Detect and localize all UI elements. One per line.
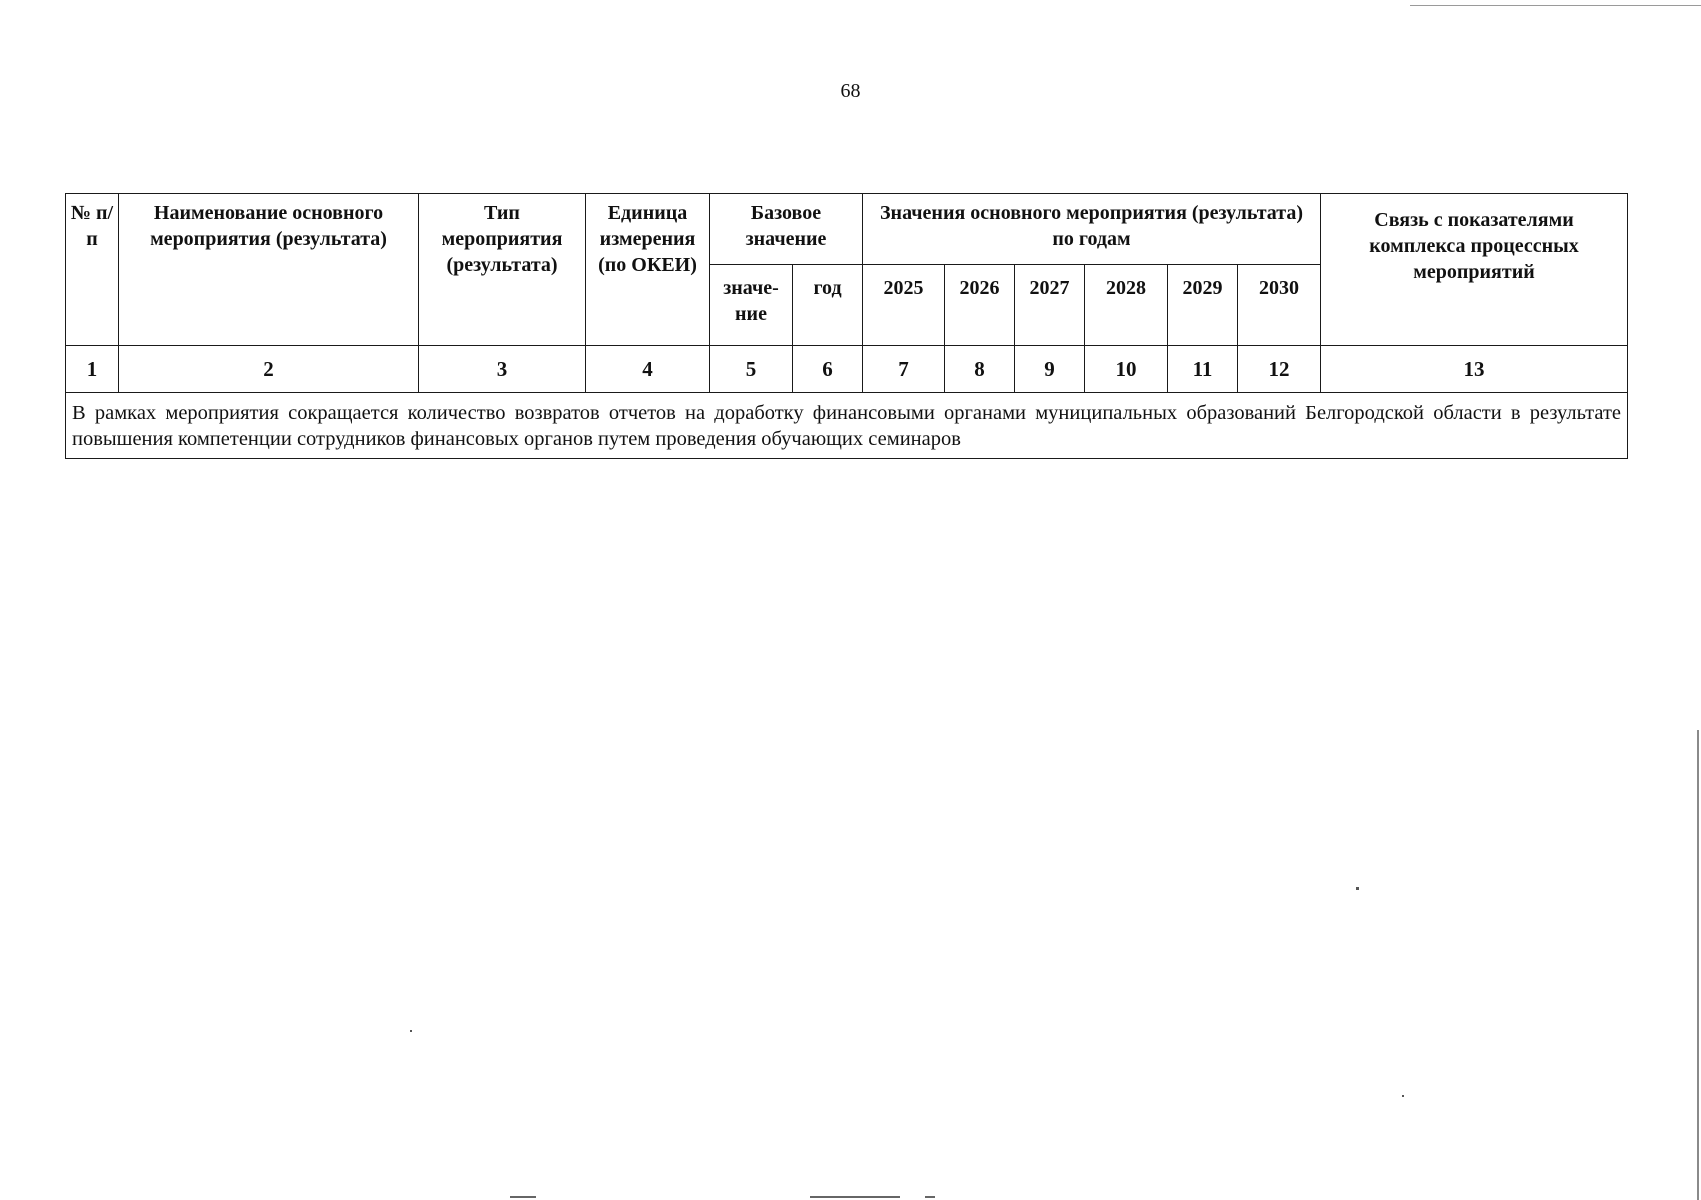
column-number: 10 xyxy=(1085,346,1168,393)
column-number: 13 xyxy=(1321,346,1628,393)
description-text: В рамках мероприятия сокращается количество возвратов отчетов на доработку финансовыми органами муниципальных образований Белгородской области в результате повышения компетенции сотрудников финансовых органов путем проведения обучающих семинаров xyxy=(66,393,1628,459)
scan-artifact-dot xyxy=(410,1030,412,1032)
header-unit: Единица измерения (по ОКЕИ) xyxy=(586,194,710,346)
scan-artifact-line xyxy=(810,1196,900,1198)
header-year-2027: 2027 xyxy=(1015,265,1085,346)
description-row xyxy=(66,393,1628,459)
column-number: 9 xyxy=(1015,346,1085,393)
column-number: 11 xyxy=(1168,346,1238,393)
column-number-row xyxy=(66,346,1628,393)
column-number: 8 xyxy=(945,346,1015,393)
column-number: 4 xyxy=(586,346,710,393)
scan-artifact-line xyxy=(1410,5,1701,6)
header-type: Тип мероприятия (результата) xyxy=(419,194,586,346)
column-number: 3 xyxy=(419,346,586,393)
column-number: 5 xyxy=(710,346,793,393)
header-num: № п/п xyxy=(66,194,119,346)
scan-artifact-line xyxy=(925,1196,935,1198)
header-row xyxy=(66,194,1628,265)
column-number: 1 xyxy=(66,346,119,393)
scan-artifact-edge xyxy=(1697,730,1699,1200)
header-base-value: значе-ние xyxy=(710,265,793,346)
scan-artifact-dot xyxy=(1402,1095,1404,1097)
header-link: Связь с показателями комплекса процессных мероприятий xyxy=(1321,194,1628,346)
header-values-by-year: Значения основного мероприятия (результата) по годам xyxy=(863,194,1321,265)
header-year-2028: 2028 xyxy=(1085,265,1168,346)
activity-table xyxy=(65,193,1628,459)
header-year-2025: 2025 xyxy=(863,265,945,346)
scan-artifact-dot xyxy=(1356,887,1359,890)
column-number: 7 xyxy=(863,346,945,393)
column-number: 2 xyxy=(119,346,419,393)
column-number: 6 xyxy=(793,346,863,393)
header-year-2029: 2029 xyxy=(1168,265,1238,346)
page-number: 68 xyxy=(840,80,861,102)
header-name: Наименование основного мероприятия (результата) xyxy=(119,194,419,346)
scan-artifact-line xyxy=(510,1196,536,1198)
header-base-year: год xyxy=(793,265,863,346)
header-base: Базовое значение xyxy=(710,194,863,265)
header-year-2026: 2026 xyxy=(945,265,1015,346)
column-number: 12 xyxy=(1238,346,1321,393)
header-year-2030: 2030 xyxy=(1238,265,1321,346)
